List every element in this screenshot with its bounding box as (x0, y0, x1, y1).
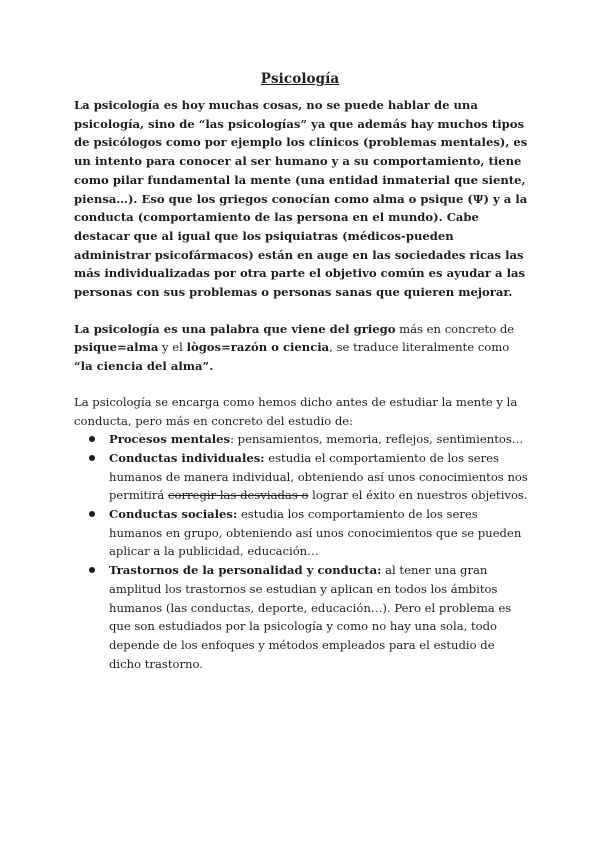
list-item-text: estudia los comportamiento de los seres humanos en grupo, obteniendo así unos conocimientos que se pueden aplicar a la publicidad, educación… (109, 507, 522, 559)
study-intro-paragraph: La psicología se encarga como hemos dicho antes de estudiar la mente y la conducta, pero más en concreto del estudio de: (74, 394, 518, 428)
bullet-icon (89, 511, 95, 517)
list-item-conductas-sociales (74, 505, 530, 561)
etymology-bold-logos: lògos=razón o ciencia (186, 340, 330, 355)
etymology-bold-1: La psicología es una palabra que viene del griego (74, 321, 396, 336)
list-item-term: Trastornos de la personalidad y conducta: (109, 563, 382, 578)
bullet-icon (89, 436, 95, 442)
bullet-icon (89, 455, 95, 461)
study-list (74, 430, 530, 673)
document-body (74, 96, 530, 673)
list-item-term: Conductas sociales: (109, 507, 238, 522)
list-item-text-after: lograr el éxito en nuestros objetivos. (308, 488, 528, 503)
etymology-text-2: y el (158, 340, 187, 355)
list-item-conductas-individuales (74, 449, 530, 505)
list-item-trastornos (74, 561, 530, 673)
etymology-bold-psique: psique=alma (74, 340, 159, 355)
list-item-text: al tener una gran amplitud los trastornos se estudian y aplican en todos los ámbitos humanos (las conductas, deporte, educación…). Pero el problema es que son estudiados por la psicología y como no hay una sola, todo depende de los enfoques y métodos empleados para el estudio de dicho trastorno. (109, 563, 512, 671)
list-item-text: estudia el comportamiento de los seres humanos de manera individual, obteniendo así unos conocimientos nos permitirá (109, 450, 528, 503)
etymology-text-1: más en concreto de (395, 321, 515, 336)
list-item-procesos-mentales (74, 430, 530, 449)
etymology-text-3: , se traduce literalmente como (329, 340, 510, 355)
list-item-text: : pensamientos, memoria, reflejos, sentimientos… (230, 432, 524, 447)
etymology-paragraph (74, 320, 530, 376)
bullet-icon (89, 567, 95, 573)
etymology-bold-ciencia: “la ciencia del alma”. (74, 359, 214, 374)
intro-paragraph: La psicología es hoy muchas cosas, no se puede hablar de una psicología, sino de “las psicologías” ya que además hay muchos tipos de psicólogos como por ejemplo los clínicos (problemas mentales), es un intento para conocer al ser humano y a su comportamiento, tiene como pilar fundamental la mente (una entidad inmaterial que siente, piensa…). Eso que los griegos conocían como alma o psique (Ψ) y a la conducta (comportamiento de las persona en el mundo). Cabe destacar que al igual que los psiquiatras (médicos-pueden administrar psicofármacos) están en auge en las sociedades ricas las más individualizadas por otra parte el objetivo común es ayudar a las personas con sus problemas o personas sanas que quieren mejorar. (74, 98, 528, 300)
list-item-term: Conductas individuales: (109, 450, 265, 465)
page-title: Psicología (260, 71, 340, 87)
list-item-term: Procesos mentales (109, 432, 231, 447)
struck-text: corregir las desviadas o (168, 488, 309, 503)
